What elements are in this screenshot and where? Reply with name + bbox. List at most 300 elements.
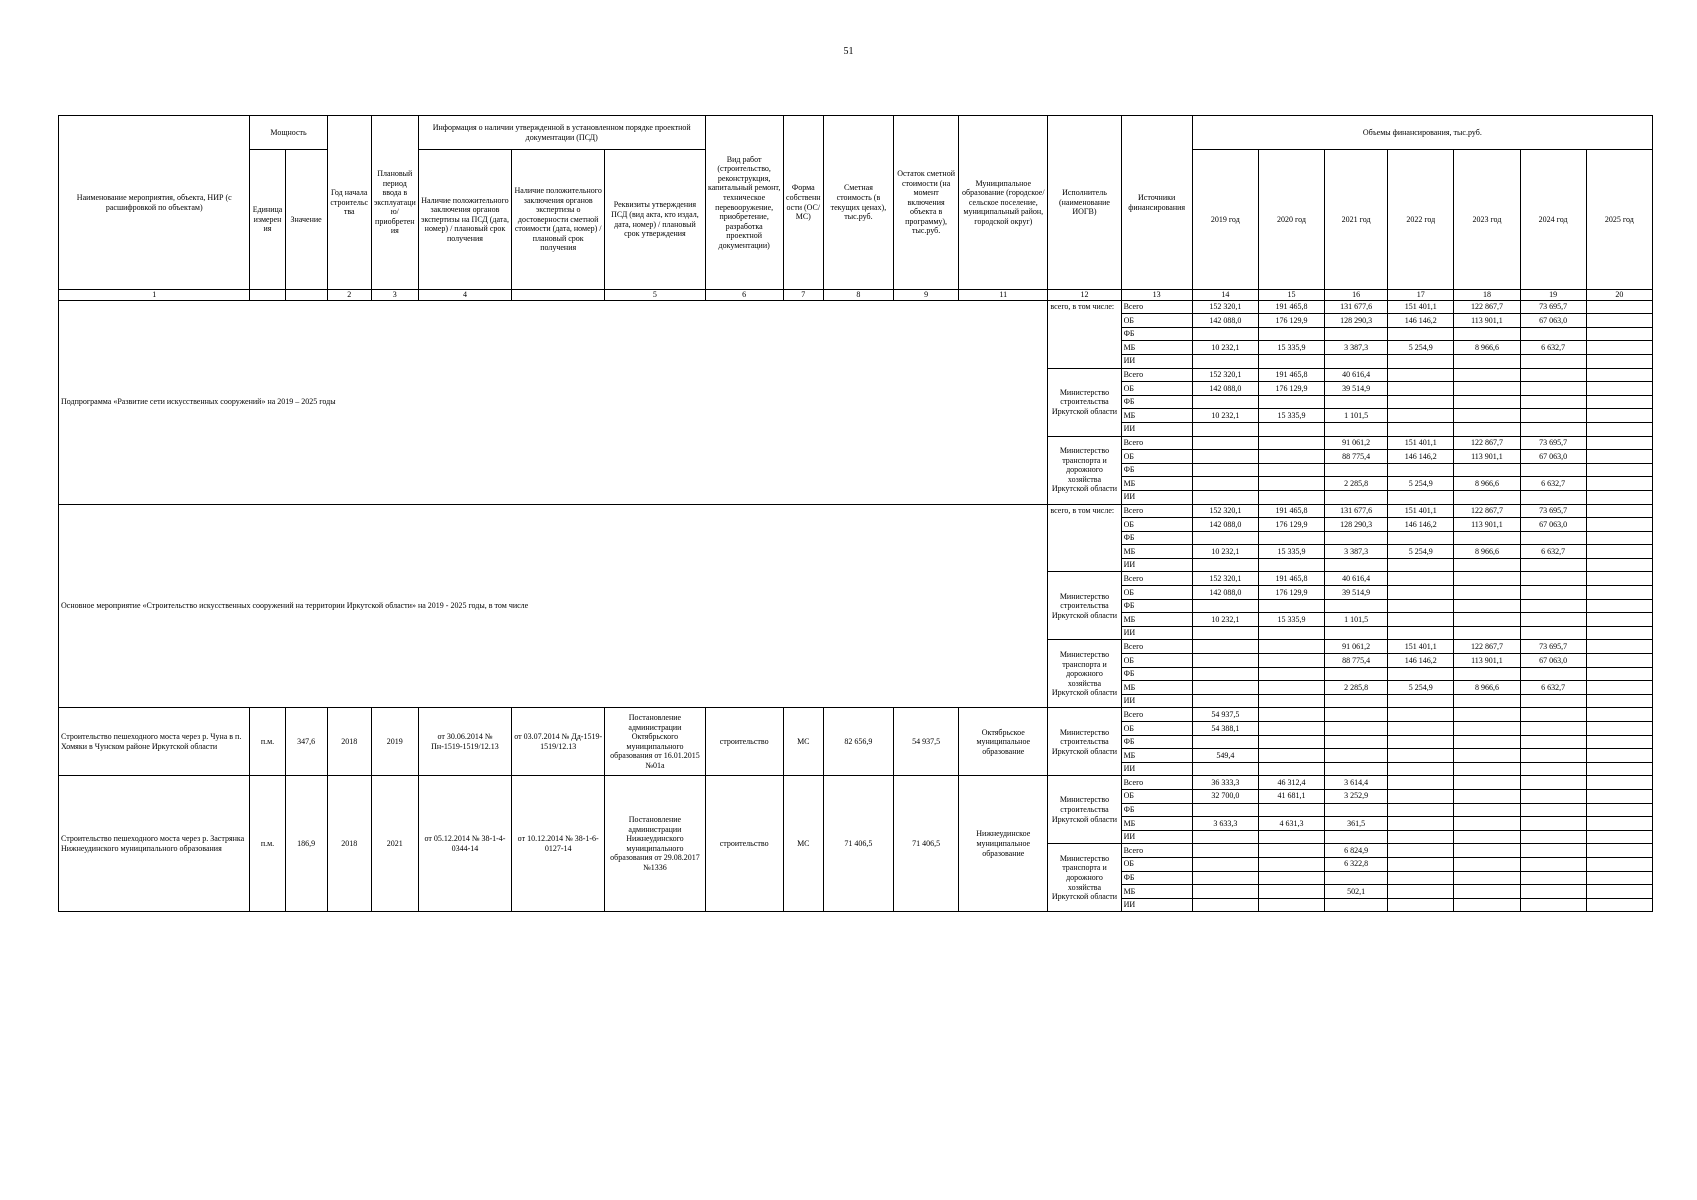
value-2020 [1258,857,1324,871]
header-reliability-conclusion: Наличие положительного заключения органов экспертизы о достоверности сметной стоимости (дата, номер) / плановый срок получения [512,150,605,290]
value-2020 [1258,463,1324,477]
value-2022 [1388,626,1454,640]
object-reliability-conclusion: от 10.12.2014 № 38-1-6-0127-14 [512,776,605,912]
value-2019: 10 232,1 [1192,545,1258,559]
header-year-2022: 2022 год [1388,150,1454,290]
source-cell: ИИ [1121,626,1192,640]
value-2023 [1454,490,1520,504]
value-2023: 8 966,6 [1454,341,1520,355]
value-2025 [1586,694,1652,708]
value-2020 [1258,762,1324,776]
executor-cell: Министерство транспорта и дорожного хозяйства Иркутской области [1048,844,1121,912]
object-start-year: 2018 [327,708,371,776]
column-number [285,290,327,301]
executor-cell: Министерство строительства Иркутской области [1048,572,1121,640]
value-2024 [1520,844,1586,858]
value-2023 [1454,354,1520,368]
value-2021: 40 616,4 [1325,368,1388,382]
executor-cell: Министерство строительства Иркутской области [1048,708,1121,776]
value-2019: 10 232,1 [1192,409,1258,423]
value-2022 [1388,885,1454,899]
value-2019: 142 088,0 [1192,518,1258,532]
value-2019 [1192,436,1258,450]
value-2021: 1 101,5 [1325,409,1388,423]
value-2023 [1454,722,1520,736]
object-estimated-cost: 82 656,9 [823,708,893,776]
value-2024 [1520,789,1586,803]
value-2023 [1454,626,1520,640]
column-number: 20 [1586,290,1652,301]
executor-cell: всего, в том числе: [1048,504,1121,572]
value-2022 [1388,857,1454,871]
value-2024 [1520,722,1586,736]
value-2024: 6 632,7 [1520,681,1586,695]
value-2024: 73 695,7 [1520,504,1586,518]
header-remaining-cost: Остаток сметной стоимости (на момент включения объекта в программу), тыс.руб. [894,116,959,290]
value-2019: 549,4 [1192,749,1258,763]
object-ownership: МС [783,708,823,776]
value-2022 [1388,586,1454,600]
source-cell: МБ [1121,613,1192,627]
value-2025 [1586,722,1652,736]
value-2019: 152 320,1 [1192,504,1258,518]
value-2024 [1520,735,1586,749]
value-2021: 6 824,9 [1325,844,1388,858]
value-2022: 151 401,1 [1388,436,1454,450]
value-2025 [1586,599,1652,613]
value-2019: 142 088,0 [1192,314,1258,328]
value-2024 [1520,898,1586,912]
value-2020: 41 681,1 [1258,789,1324,803]
value-2020 [1258,599,1324,613]
object-municipality: Октябрьское муниципальное образование [959,708,1048,776]
object-unit: п.м. [250,776,285,912]
value-2020 [1258,654,1324,668]
value-2020: 191 465,8 [1258,368,1324,382]
header-year-2021: 2021 год [1325,150,1388,290]
value-2022 [1388,803,1454,817]
source-cell: ИИ [1121,490,1192,504]
value-2020 [1258,708,1324,722]
value-2025 [1586,504,1652,518]
value-2024 [1520,871,1586,885]
value-2021 [1325,599,1388,613]
value-2025 [1586,681,1652,695]
value-2022 [1388,694,1454,708]
value-2025 [1586,708,1652,722]
header-executor: Исполнитель (наименование ИОГВ) [1048,116,1121,290]
object-remaining-cost: 71 406,5 [894,776,959,912]
value-2023 [1454,735,1520,749]
value-2020: 46 312,4 [1258,776,1324,790]
value-2024: 73 695,7 [1520,436,1586,450]
column-number: 7 [783,290,823,301]
source-cell: МБ [1121,749,1192,763]
value-2025 [1586,395,1652,409]
source-cell: ФБ [1121,735,1192,749]
value-2021 [1325,898,1388,912]
executor-cell: Министерство транспорта и дорожного хозяйства Иркутской области [1048,436,1121,504]
object-approval: Постановление администрации Октябрьского муниципального образования от 16.01.2015 №01а [605,708,705,776]
value-2022: 5 254,9 [1388,545,1454,559]
value-2025 [1586,314,1652,328]
value-2024 [1520,776,1586,790]
value-2024 [1520,885,1586,899]
source-cell: МБ [1121,817,1192,831]
source-cell: ФБ [1121,531,1192,545]
value-2023: 113 901,1 [1454,314,1520,328]
object-municipality: Нижнеудинское муниципальное образование [959,776,1048,912]
column-number: 15 [1258,290,1324,301]
value-2022: 5 254,9 [1388,681,1454,695]
value-2023: 122 867,7 [1454,504,1520,518]
value-2024 [1520,667,1586,681]
value-2019 [1192,667,1258,681]
header-name: Наименование мероприятия, объекта, НИР (с расшифровкой по объектам) [59,116,250,290]
table-row [59,708,1653,722]
value-2024: 73 695,7 [1520,640,1586,654]
section-name: Подпрограмма «Развитие сети искусственных сооружений» на 2019 – 2025 годы [59,300,1048,504]
value-2025 [1586,531,1652,545]
object-positive-conclusion: от 30.06.2014 № Пн-1519-1519/12.13 [418,708,511,776]
value-2025 [1586,762,1652,776]
value-2019 [1192,830,1258,844]
value-2024: 67 063,0 [1520,654,1586,668]
value-2020 [1258,436,1324,450]
object-capacity-value: 186,9 [285,776,327,912]
source-cell: ФБ [1121,463,1192,477]
value-2021 [1325,667,1388,681]
header-psd-info: Информация о наличии утвержденной в установленном порядке проектной документации (ПСД) [418,116,705,150]
value-2020: 15 335,9 [1258,341,1324,355]
value-2024: 73 695,7 [1520,300,1586,314]
source-cell: Всего [1121,844,1192,858]
value-2023: 113 901,1 [1454,654,1520,668]
value-2021: 128 290,3 [1325,518,1388,532]
value-2019 [1192,762,1258,776]
column-number: 16 [1325,290,1388,301]
column-number: 4 [418,290,511,301]
value-2025 [1586,640,1652,654]
value-2025 [1586,300,1652,314]
value-2023: 122 867,7 [1454,300,1520,314]
column-number: 8 [823,290,893,301]
header-year-2019: 2019 год [1192,150,1258,290]
value-2022: 146 146,2 [1388,518,1454,532]
value-2023 [1454,531,1520,545]
source-cell: Всего [1121,436,1192,450]
value-2024 [1520,586,1586,600]
value-2020 [1258,422,1324,436]
value-2020 [1258,871,1324,885]
value-2024 [1520,817,1586,831]
value-2022 [1388,667,1454,681]
value-2025 [1586,667,1652,681]
value-2025 [1586,735,1652,749]
source-cell: Всего [1121,708,1192,722]
value-2022 [1388,382,1454,396]
value-2023 [1454,694,1520,708]
value-2025 [1586,776,1652,790]
source-cell: Всего [1121,300,1192,314]
value-2019: 152 320,1 [1192,300,1258,314]
value-2020 [1258,490,1324,504]
value-2019: 32 700,0 [1192,789,1258,803]
value-2021 [1325,327,1388,341]
value-2019: 10 232,1 [1192,341,1258,355]
value-2019 [1192,803,1258,817]
value-2025 [1586,749,1652,763]
value-2025 [1586,572,1652,586]
value-2023 [1454,789,1520,803]
value-2025 [1586,613,1652,627]
value-2022 [1388,735,1454,749]
value-2019 [1192,477,1258,491]
value-2020: 4 631,3 [1258,817,1324,831]
value-2019 [1192,422,1258,436]
value-2022 [1388,531,1454,545]
source-cell: Всего [1121,640,1192,654]
value-2023 [1454,368,1520,382]
source-cell: ОБ [1121,789,1192,803]
value-2023 [1454,857,1520,871]
value-2023 [1454,558,1520,572]
value-2019 [1192,463,1258,477]
value-2024 [1520,857,1586,871]
value-2021: 3 387,3 [1325,545,1388,559]
value-2020 [1258,885,1324,899]
value-2025 [1586,558,1652,572]
value-2025 [1586,422,1652,436]
value-2022 [1388,354,1454,368]
header-ownership: Форма собственности (ОС/МС) [783,116,823,290]
value-2020 [1258,667,1324,681]
value-2019 [1192,327,1258,341]
column-number-row [59,290,1653,301]
header-unit: Единица измерения [250,150,285,290]
header-work-type: Вид работ (строительство, реконструкция, капитальный ремонт, техническое перевооружение, приобретение, разработка проектной документации) [705,116,783,290]
value-2024 [1520,599,1586,613]
source-cell: ИИ [1121,898,1192,912]
value-2019: 54 388,1 [1192,722,1258,736]
source-cell: ОБ [1121,654,1192,668]
financing-table [58,115,1653,912]
table-row [59,504,1653,518]
column-number: 1 [59,290,250,301]
value-2022 [1388,327,1454,341]
header-year-2024: 2024 год [1520,150,1586,290]
value-2020: 15 335,9 [1258,545,1324,559]
value-2020: 15 335,9 [1258,409,1324,423]
source-cell: ФБ [1121,327,1192,341]
value-2022 [1388,708,1454,722]
value-2022 [1388,368,1454,382]
value-2020 [1258,354,1324,368]
header-approval-details: Реквизиты утверждения ПСД (вид акта, кто издал, дата, номер) / плановый срок утверждения [605,150,705,290]
value-2019 [1192,898,1258,912]
value-2023: 8 966,6 [1454,545,1520,559]
source-cell: ОБ [1121,518,1192,532]
column-number: 2 [327,290,371,301]
value-2025 [1586,450,1652,464]
value-2024 [1520,830,1586,844]
value-2025 [1586,844,1652,858]
object-start-year: 2018 [327,776,371,912]
value-2025 [1586,885,1652,899]
value-2022 [1388,898,1454,912]
source-cell: ОБ [1121,382,1192,396]
value-2021: 2 285,8 [1325,681,1388,695]
value-2019 [1192,395,1258,409]
value-2020: 176 129,9 [1258,586,1324,600]
value-2024: 67 063,0 [1520,518,1586,532]
object-work-type: строительство [705,776,783,912]
value-2023: 8 966,6 [1454,477,1520,491]
value-2023 [1454,409,1520,423]
executor-cell: Министерство транспорта и дорожного хозяйства Иркутской области [1048,640,1121,708]
object-name: Строительство пешеходного моста через р. Чуна в п. Хомяки в Чунском районе Иркутской области [59,708,250,776]
value-2021: 3 387,3 [1325,341,1388,355]
source-cell: ИИ [1121,694,1192,708]
value-2019 [1192,694,1258,708]
value-2023: 8 966,6 [1454,681,1520,695]
header-municipality: Муниципальное образование (городское/сельское поселение, муниципальный район, городской округ) [959,116,1048,290]
value-2024 [1520,762,1586,776]
source-cell: ОБ [1121,857,1192,871]
source-cell: ОБ [1121,450,1192,464]
source-cell: МБ [1121,341,1192,355]
value-2020 [1258,640,1324,654]
value-2021: 1 101,5 [1325,613,1388,627]
value-2025 [1586,803,1652,817]
value-2022 [1388,395,1454,409]
value-2019: 3 633,3 [1192,817,1258,831]
value-2019 [1192,885,1258,899]
object-positive-conclusion: от 05.12.2014 № 38-1-4-0344-14 [418,776,511,912]
source-cell: ФБ [1121,871,1192,885]
value-2023 [1454,422,1520,436]
value-2020: 191 465,8 [1258,572,1324,586]
value-2019: 152 320,1 [1192,572,1258,586]
column-number: 14 [1192,290,1258,301]
value-2020 [1258,327,1324,341]
value-2019 [1192,490,1258,504]
value-2024 [1520,490,1586,504]
value-2019: 36 333,3 [1192,776,1258,790]
value-2021 [1325,558,1388,572]
value-2023: 113 901,1 [1454,450,1520,464]
source-cell: ИИ [1121,830,1192,844]
value-2022: 5 254,9 [1388,477,1454,491]
column-number: 13 [1121,290,1192,301]
value-2019: 142 088,0 [1192,586,1258,600]
value-2024: 67 063,0 [1520,314,1586,328]
value-2025 [1586,830,1652,844]
value-2024 [1520,803,1586,817]
source-cell: МБ [1121,885,1192,899]
value-2021: 88 775,4 [1325,654,1388,668]
source-cell: ИИ [1121,354,1192,368]
value-2022 [1388,558,1454,572]
source-cell: ФБ [1121,395,1192,409]
value-2021 [1325,490,1388,504]
table-row [59,300,1653,314]
value-2020 [1258,531,1324,545]
value-2020: 191 465,8 [1258,300,1324,314]
value-2021 [1325,722,1388,736]
value-2021 [1325,531,1388,545]
value-2021: 6 322,8 [1325,857,1388,871]
value-2020 [1258,694,1324,708]
value-2023 [1454,885,1520,899]
object-remaining-cost: 54 937,5 [894,708,959,776]
source-cell: ОБ [1121,722,1192,736]
column-number: 12 [1048,290,1121,301]
value-2020 [1258,626,1324,640]
value-2022 [1388,817,1454,831]
value-2021: 131 677,6 [1325,300,1388,314]
object-capacity-value: 347,6 [285,708,327,776]
value-2020: 176 129,9 [1258,314,1324,328]
value-2021 [1325,749,1388,763]
value-2025 [1586,327,1652,341]
value-2020 [1258,844,1324,858]
value-2022 [1388,463,1454,477]
value-2021 [1325,395,1388,409]
value-2023 [1454,817,1520,831]
value-2024: 6 632,7 [1520,477,1586,491]
object-reliability-conclusion: от 03.07.2014 № Дд-1519-1519/12.13 [512,708,605,776]
value-2022 [1388,844,1454,858]
value-2023 [1454,898,1520,912]
header-value: Значение [285,150,327,290]
value-2019 [1192,844,1258,858]
value-2023: 113 901,1 [1454,518,1520,532]
header-year-2020: 2020 год [1258,150,1324,290]
value-2024 [1520,749,1586,763]
source-cell: ОБ [1121,314,1192,328]
value-2020 [1258,450,1324,464]
value-2024 [1520,463,1586,477]
value-2019 [1192,735,1258,749]
object-unit: п.м. [250,708,285,776]
source-cell: ИИ [1121,762,1192,776]
source-cell: Всего [1121,368,1192,382]
source-cell: ИИ [1121,558,1192,572]
header-year-2025: 2025 год [1586,150,1652,290]
value-2020: 15 335,9 [1258,613,1324,627]
value-2022 [1388,599,1454,613]
value-2021 [1325,708,1388,722]
value-2022 [1388,422,1454,436]
value-2022 [1388,572,1454,586]
header-year-2023: 2023 год [1454,150,1520,290]
value-2023 [1454,395,1520,409]
value-2025 [1586,586,1652,600]
value-2023 [1454,382,1520,396]
column-number: 18 [1454,290,1520,301]
value-2024 [1520,422,1586,436]
value-2019: 10 232,1 [1192,613,1258,627]
value-2019 [1192,558,1258,572]
value-2023 [1454,586,1520,600]
value-2022 [1388,749,1454,763]
value-2020 [1258,395,1324,409]
value-2022 [1388,776,1454,790]
value-2025 [1586,626,1652,640]
value-2025 [1586,341,1652,355]
value-2021: 361,5 [1325,817,1388,831]
